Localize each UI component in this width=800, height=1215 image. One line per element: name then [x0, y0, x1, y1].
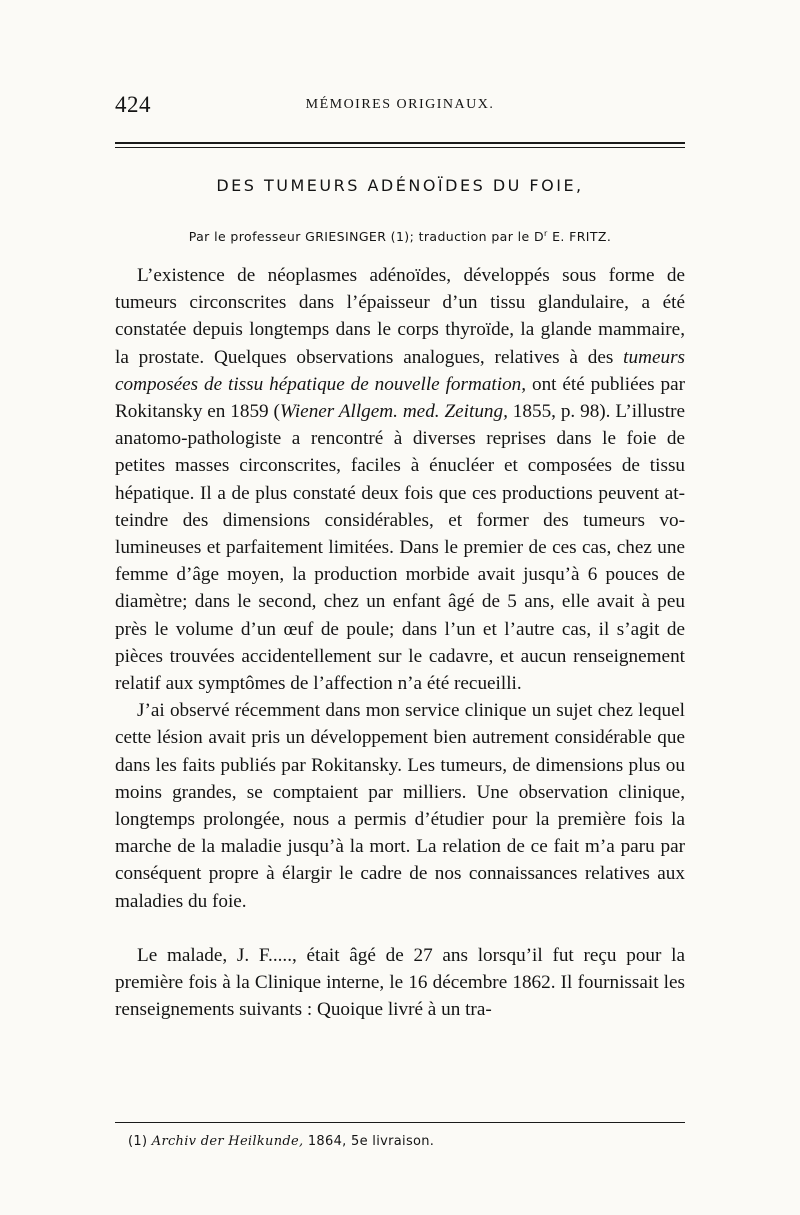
footnote-journal: Archiv der Heilkunde, — [151, 1134, 304, 1149]
footnote-marker: (1) — [128, 1134, 152, 1149]
article-byline — [115, 229, 685, 244]
paragraph-2: J’ai observé récemment dans mon service clinique un sujet chez lequel cette lésion avait pris un développement bien autrement considérable que dans les faits publiés par Rokitansky. Les tumeurs, de dimensions plus ou moins grandes, se comptaient par milliers. Une observation clinique, longtemps prolongée, nous a permis d’étudier pour la première fois la marche de la maladie jusqu’à la mort. La relation de ce fait m’a paru par conséquent propre à élargir le cadre de nos connaissances relatives aux maladies du foie. — [115, 700, 685, 912]
footnote — [128, 1134, 688, 1149]
byline-prefix: Par le professeur GRIESINGER (1); traduction par le D — [188, 229, 544, 245]
page-number: 424 — [115, 92, 151, 117]
paragraph-1 — [115, 262, 685, 697]
byline-superscript: r — [544, 229, 548, 238]
header-rule-thin — [115, 147, 685, 148]
paragraph-1-text-c: 1855, p. 98). L’illustre anatomo-pathologiste a rencontré à diverses reprises dans le foie de petites masses circonscrites, faciles à énucléer et composées de tissu hépatique. Il a de plus constaté deux fois que ces productions peuvent atteindre des dimensions considérables, et former des tumeurs volumineuses et parfaitement limitées. Dans le premier de ces cas, chez une femme d’âge moyen, la production morbide avait jusqu’à 6 pouces de diamètre; dans le second, chez un enfant âgé de 5 ans, elle avait à peu près le volume d’un œuf de poule; dans l’un et l’autre cas, il s’agit de pièces trouvées accidentellement sur le cadavre, et aucun renseignement relatif aux symptômes de l’affection n’a été recueilli. — [115, 401, 685, 695]
paragraph-1-text-b: ont été publiées par Rokitansky en 1859 ( — [115, 373, 685, 423]
page-header — [115, 92, 685, 122]
article-title: DES TUMEURS ADÉNOÏDES DU FOIE, — [216, 176, 584, 195]
paragraph-3: Le malade, J. F....., était âgé de 27 ans lorsqu’il fut reçu pour la première fois à la Clinique interne, le 16 décembre 1862. Il fournissait les renseignements suivants : Quoique livré à un tra- — [115, 944, 685, 1021]
footnote-rule — [115, 1122, 685, 1123]
paragraph-1-italic-1: tumeurs composées de tissu hépatique de nouvelle formation, — [115, 346, 685, 395]
running-head: MÉMOIRES ORIGINAUX. — [305, 97, 495, 112]
byline-suffix: E. FRITZ. — [547, 229, 612, 245]
article-body — [115, 262, 685, 1023]
footnote-reference: 1864, 5e livraison. — [303, 1134, 435, 1149]
header-rule — [115, 142, 685, 144]
paragraph-1-italic-2: Wiener Allgem. med. Zeitung, — [279, 401, 508, 423]
paragraph-1-text-a: L’existence de néoplasmes adénoïdes, développés sous forme de tumeurs circonscrites dans l’épaisseur d’un tissu glandulaire, a été constatée depuis longtemps dans le corps thyroïde, la glande mammaire, la prostate. Quelques observations analogues, relatives à des — [115, 265, 685, 368]
